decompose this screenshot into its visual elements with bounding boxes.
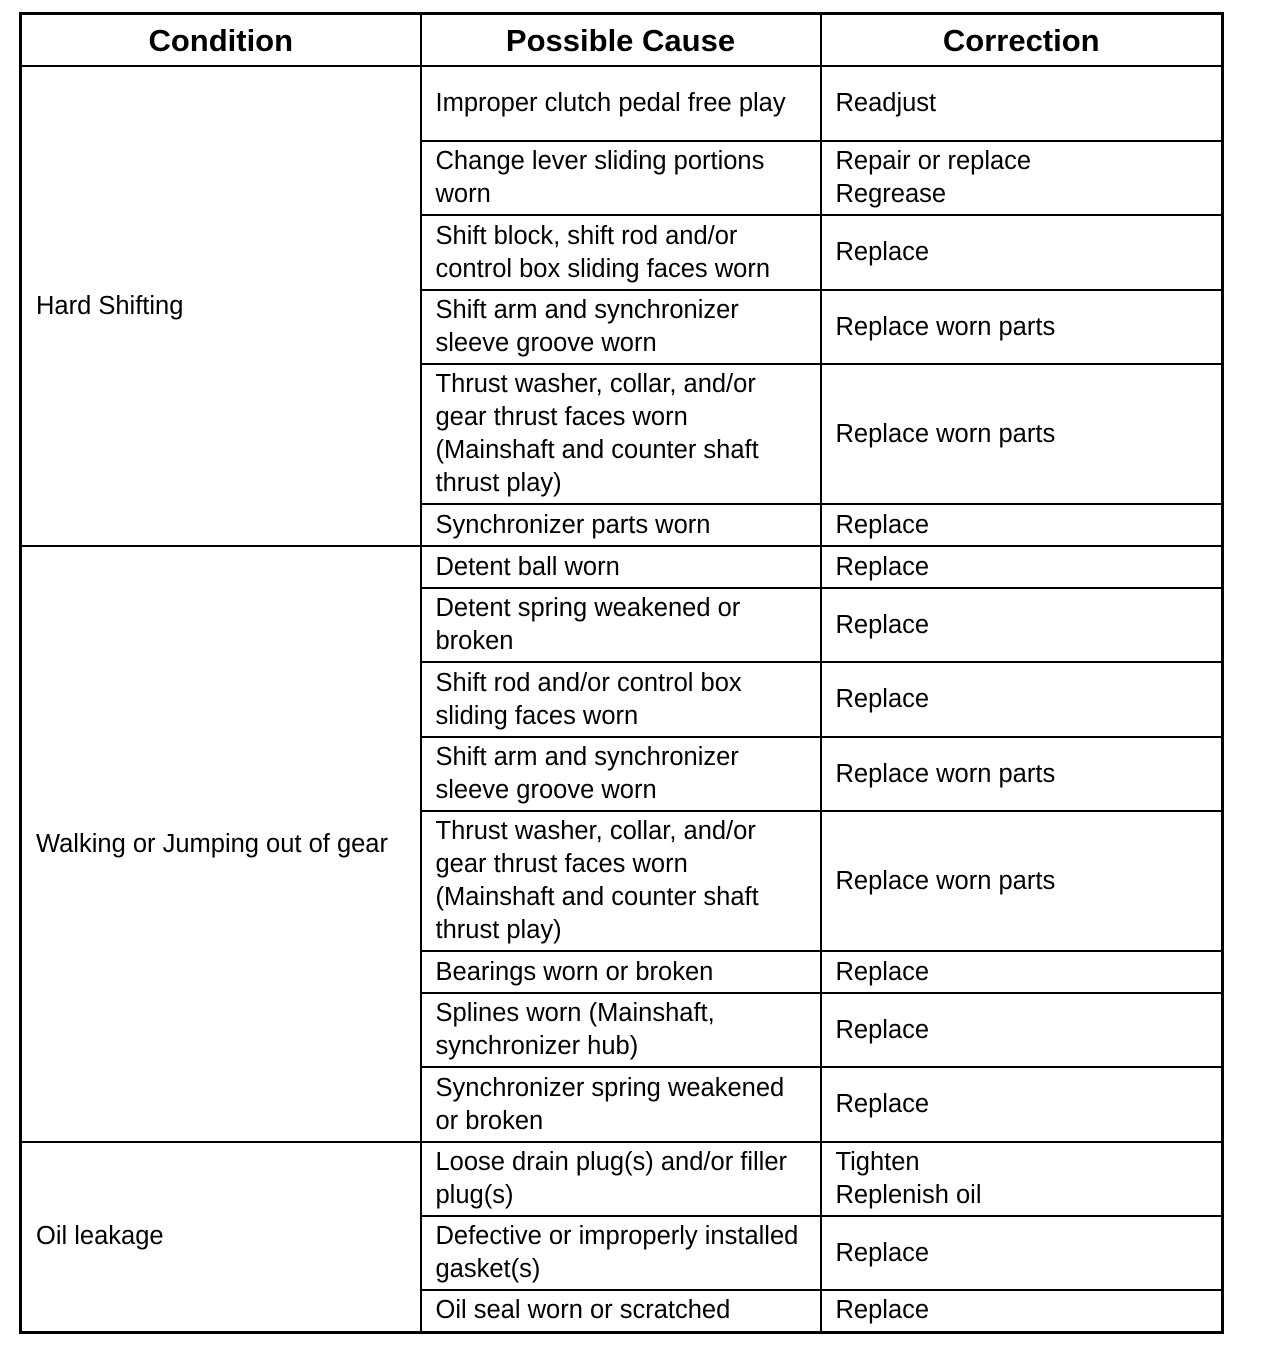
correction-line: Replace (835, 685, 930, 713)
cause-cell: Thrust washer, collar, and/or gear thrust faces worn (Mainshaft and counter shaft thrust play) (421, 811, 821, 951)
correction-line: Repair or replace (835, 147, 1032, 175)
correction-cell (821, 737, 1223, 811)
correction-line: Replace worn parts (835, 759, 1056, 788)
cause-cell: Improper clutch pedal free play (421, 66, 821, 141)
correction-cell (821, 546, 1223, 588)
correction-line: Readjust (835, 89, 937, 117)
correction-cell (821, 215, 1223, 290)
correction-cell (821, 364, 1223, 504)
correction-line: Replace (835, 610, 930, 639)
table-row (21, 1142, 1223, 1216)
cause-cell: Synchronizer spring weakened or broken (421, 1067, 821, 1142)
correction-line: Replace (835, 957, 930, 986)
correction-cell (821, 1142, 1223, 1216)
correction-cell (821, 588, 1223, 662)
correction-cell (821, 66, 1223, 141)
header-correction: Correction (821, 14, 1223, 67)
cause-cell: Oil seal worn or scratched (421, 1290, 821, 1332)
correction-cell (821, 290, 1223, 364)
header-row (21, 14, 1223, 67)
cause-cell: Loose drain plug(s) and/or filler plug(s) (421, 1142, 821, 1216)
cause-cell: Shift arm and synchronizer sleeve groove worn (421, 290, 821, 364)
table-body (21, 66, 1223, 1332)
correction-cell (821, 504, 1223, 546)
correction-line: Replace (835, 238, 930, 266)
cause-cell: Splines worn (Mainshaft, synchronizer hub) (421, 993, 821, 1067)
condition-cell: Hard Shifting (21, 66, 421, 546)
table-row (21, 66, 1223, 141)
correction-cell (821, 951, 1223, 993)
condition-cell: Oil leakage (21, 1142, 421, 1332)
correction-cell (821, 811, 1223, 951)
correction-cell (821, 1216, 1223, 1290)
correction-cell (821, 141, 1223, 215)
cause-cell: Detent spring weakened or broken (421, 588, 821, 662)
header-condition: Condition (21, 14, 421, 67)
table-row (21, 546, 1223, 588)
cause-cell: Detent ball worn (421, 546, 821, 588)
cause-cell: Shift block, shift rod and/or control box sliding faces worn (421, 215, 821, 290)
header-possible-cause: Possible Cause (421, 14, 821, 67)
correction-line: Replace (835, 1015, 930, 1044)
cause-cell: Shift rod and/or control box sliding faces worn (421, 662, 821, 737)
correction-line: Replace (835, 552, 930, 581)
correction-line: Tighten (835, 1148, 920, 1176)
correction-cell (821, 993, 1223, 1067)
condition-cell: Walking or Jumping out of gear (21, 546, 421, 1142)
correction-cell (821, 662, 1223, 737)
correction-line: Replace worn parts (835, 419, 1056, 448)
correction-cell (821, 1067, 1223, 1142)
cause-cell: Thrust washer, collar, and/or gear thrust faces worn (Mainshaft and counter shaft thrust play) (421, 364, 821, 504)
correction-cell (821, 1290, 1223, 1332)
correction-line: Replace worn parts (835, 312, 1056, 341)
cause-cell: Shift arm and synchronizer sleeve groove worn (421, 737, 821, 811)
cause-cell: Synchronizer parts worn (421, 504, 821, 546)
correction-line: Regrease (835, 180, 947, 208)
correction-line: Replace worn parts (835, 866, 1056, 895)
correction-line: Replace (835, 510, 930, 539)
troubleshooting-table (19, 12, 1224, 1334)
correction-line: Replace (835, 1296, 930, 1325)
cause-cell: Bearings worn or broken (421, 951, 821, 993)
cause-cell: Change lever sliding portions worn (421, 141, 821, 215)
cause-cell: Defective or improperly installed gasket(s) (421, 1216, 821, 1290)
correction-line: Replenish oil (835, 1181, 982, 1209)
correction-line: Replace (835, 1090, 930, 1118)
correction-line: Replace (835, 1238, 930, 1267)
